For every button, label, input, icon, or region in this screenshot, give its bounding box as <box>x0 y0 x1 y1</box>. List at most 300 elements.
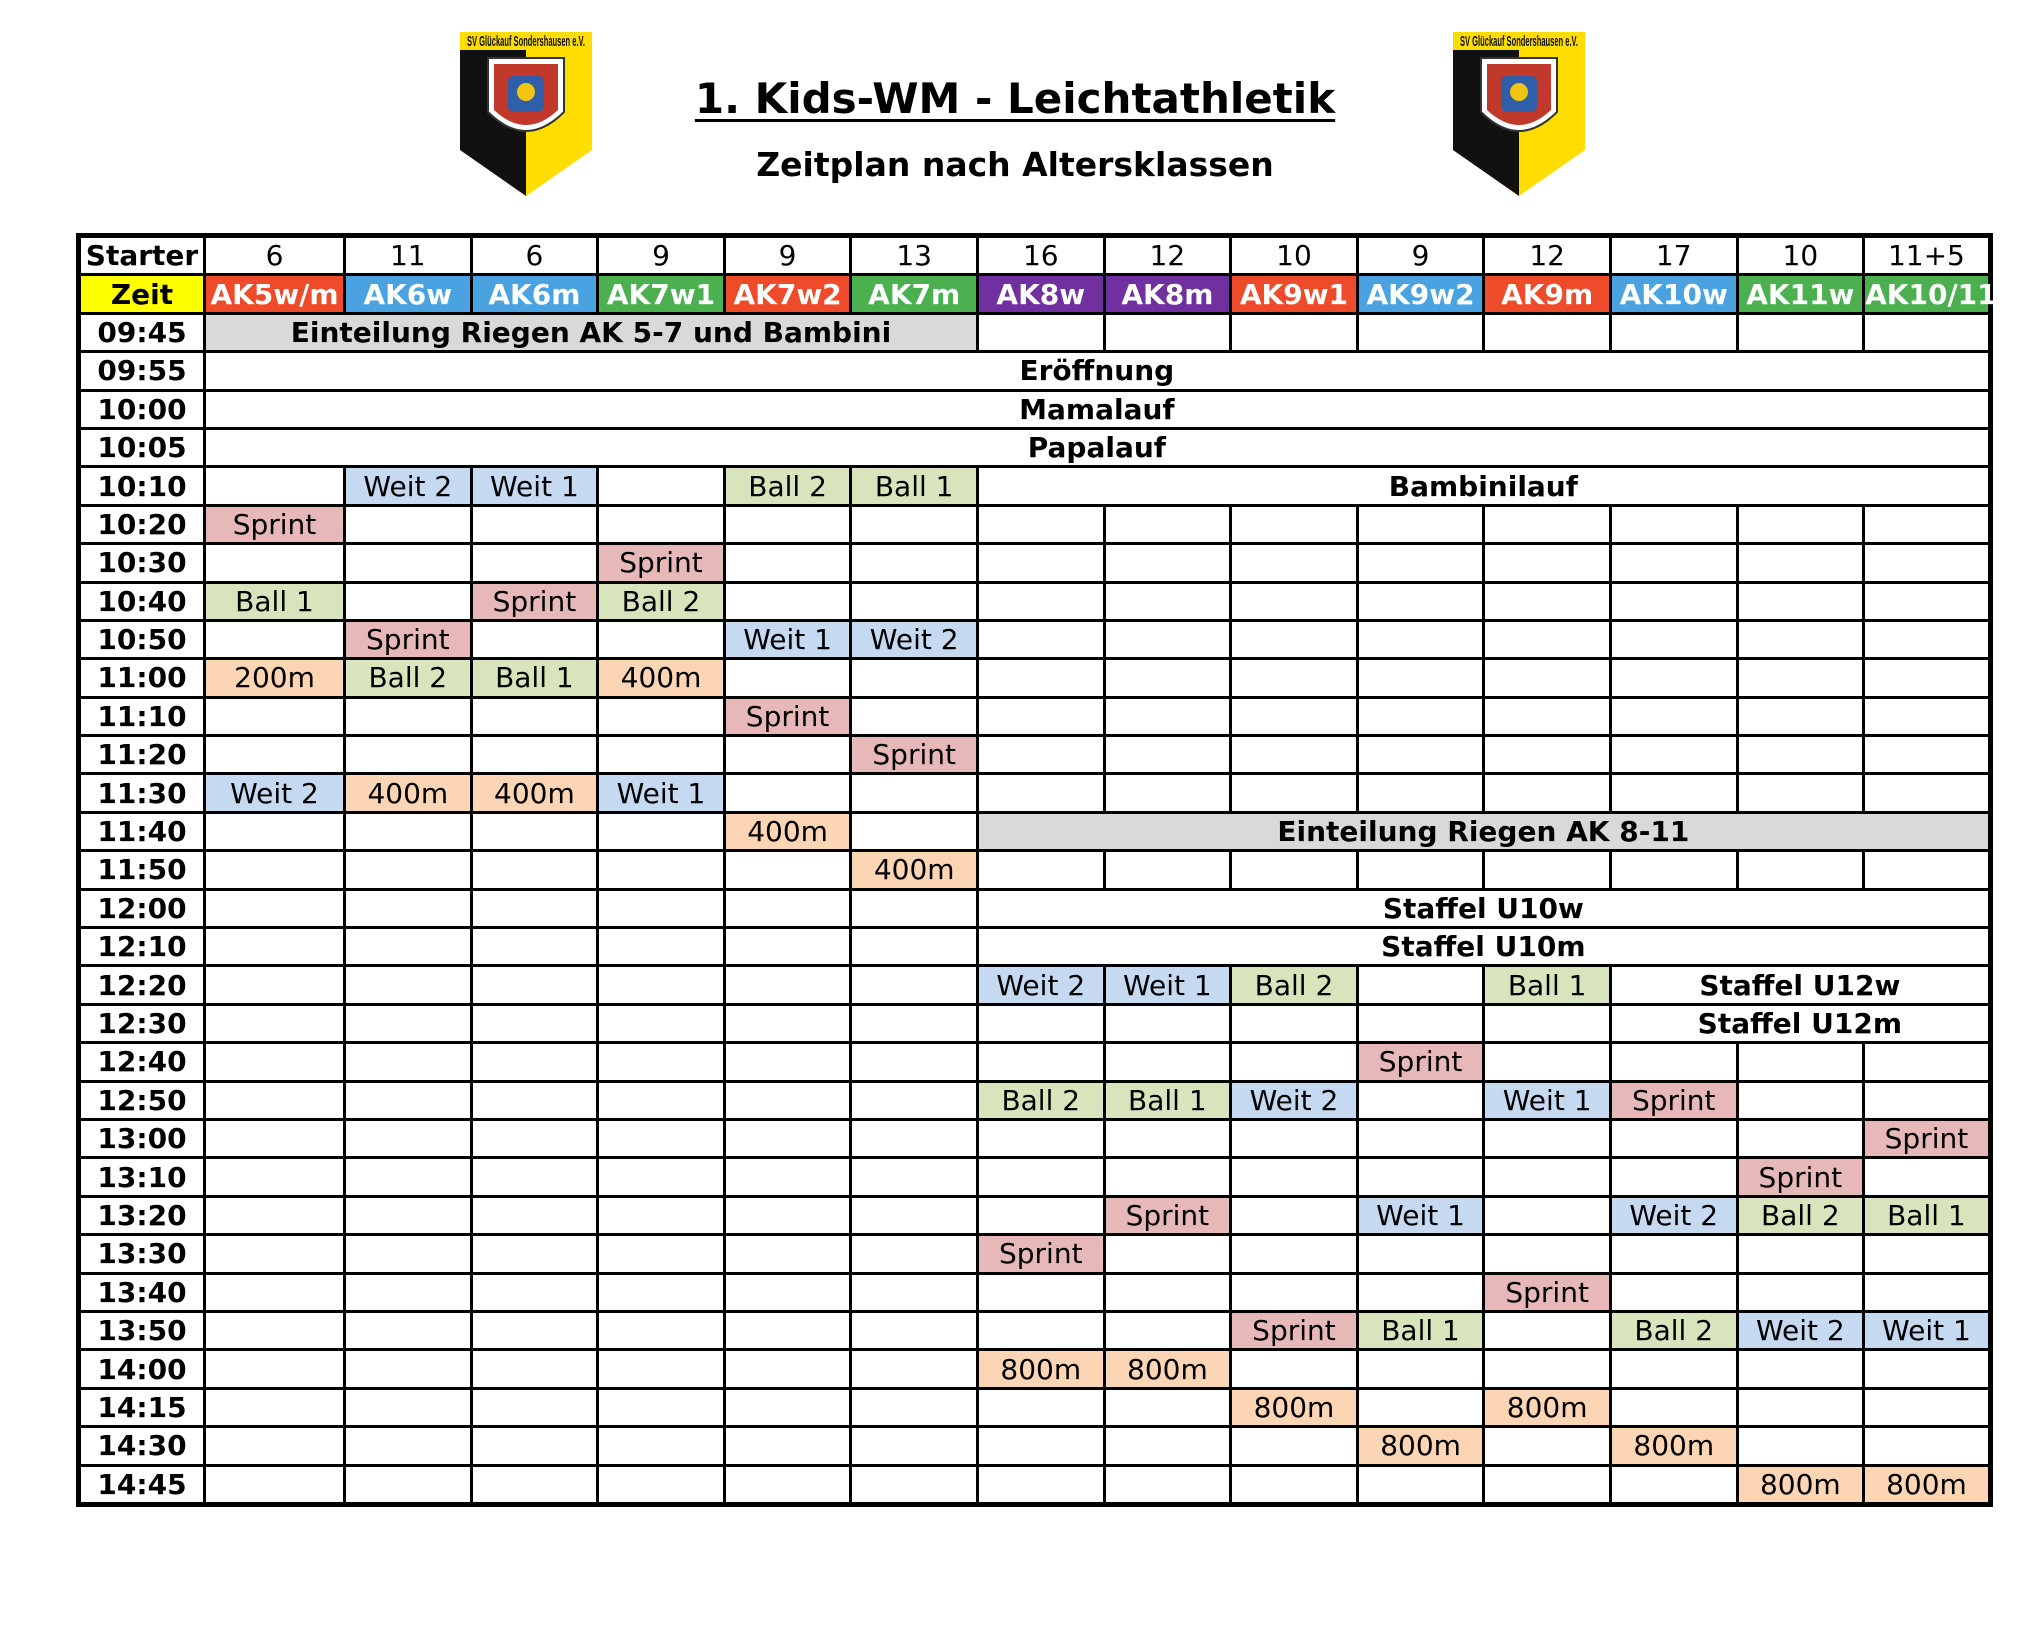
event-cell: Ball 2 <box>1610 1311 1737 1349</box>
empty-cell <box>1864 697 1991 735</box>
time-cell: 12:10 <box>79 928 205 966</box>
age-class: AK9w2 <box>1357 275 1484 313</box>
event-cell: Sprint <box>724 697 851 735</box>
starter-count: 12 <box>1104 236 1231 275</box>
starter-count: 6 <box>471 236 598 275</box>
empty-cell <box>977 620 1104 658</box>
empty-cell <box>724 1158 851 1196</box>
banner-cell: Papalauf <box>205 428 1991 466</box>
empty-cell <box>1864 1427 1991 1465</box>
empty-cell <box>1864 1235 1991 1273</box>
empty-cell <box>345 966 472 1004</box>
empty-cell <box>851 1350 978 1388</box>
event-cell: Weit 2 <box>851 620 978 658</box>
empty-cell <box>977 736 1104 774</box>
empty-cell <box>345 1043 472 1081</box>
empty-cell <box>724 1388 851 1426</box>
empty-cell <box>598 812 725 850</box>
event-cell: 800m <box>1864 1465 1991 1504</box>
age-class: AK10w <box>1610 275 1737 313</box>
empty-cell <box>205 467 345 505</box>
time-row <box>79 505 1991 543</box>
empty-cell <box>471 1388 598 1426</box>
empty-cell <box>345 697 472 735</box>
zeit-label: Zeit <box>79 275 205 313</box>
empty-cell <box>1231 313 1358 351</box>
time-cell: 10:40 <box>79 582 205 620</box>
empty-cell <box>1610 736 1737 774</box>
empty-cell <box>1737 544 1864 582</box>
empty-cell <box>345 1388 472 1426</box>
starter-count: 11 <box>345 236 472 275</box>
empty-cell <box>1104 544 1231 582</box>
event-cell: 800m <box>1610 1427 1737 1465</box>
empty-cell <box>345 1235 472 1273</box>
starter-count: 9 <box>598 236 725 275</box>
event-cell: Sprint <box>1484 1273 1611 1311</box>
time-cell: 10:05 <box>79 428 205 466</box>
time-row <box>79 1273 1991 1311</box>
empty-cell <box>345 1158 472 1196</box>
empty-cell <box>471 1158 598 1196</box>
banner-cell: Staffel U10w <box>977 889 1990 927</box>
empty-cell <box>1737 313 1864 351</box>
empty-cell <box>1104 851 1231 889</box>
event-cell: Weit 1 <box>724 620 851 658</box>
event-cell: 400m <box>345 774 472 812</box>
time-cell: 11:20 <box>79 736 205 774</box>
empty-cell <box>977 1273 1104 1311</box>
time-cell: 13:20 <box>79 1196 205 1234</box>
time-cell: 12:20 <box>79 966 205 1004</box>
empty-cell <box>1484 313 1611 351</box>
time-row <box>79 1119 1991 1157</box>
empty-cell <box>1357 1350 1484 1388</box>
empty-cell <box>1864 774 1991 812</box>
empty-cell <box>851 582 978 620</box>
event-cell: Sprint <box>1610 1081 1737 1119</box>
empty-cell <box>1610 774 1737 812</box>
empty-cell <box>1610 1043 1737 1081</box>
time-cell: 09:55 <box>79 352 205 390</box>
empty-cell <box>1484 1235 1611 1273</box>
empty-cell <box>1737 697 1864 735</box>
empty-cell <box>345 505 472 543</box>
time-row <box>79 928 1991 966</box>
empty-cell <box>1484 1004 1611 1042</box>
time-row <box>79 313 1991 351</box>
empty-cell <box>1610 505 1737 543</box>
age-class: AK10/11m <box>1864 275 1991 313</box>
empty-cell <box>1610 582 1737 620</box>
empty-cell <box>1484 851 1611 889</box>
empty-cell <box>345 1465 472 1504</box>
empty-cell <box>345 1196 472 1234</box>
empty-cell <box>1864 1158 1991 1196</box>
empty-cell <box>851 1311 978 1349</box>
empty-cell <box>1864 736 1991 774</box>
empty-cell <box>598 1427 725 1465</box>
empty-cell <box>1610 1273 1737 1311</box>
empty-cell <box>1737 1350 1864 1388</box>
empty-cell <box>1104 1311 1231 1349</box>
time-row <box>79 352 1991 390</box>
empty-cell <box>205 620 345 658</box>
empty-cell <box>205 544 345 582</box>
empty-cell <box>724 1004 851 1042</box>
empty-cell <box>1231 659 1358 697</box>
age-class: AK9w1 <box>1231 275 1358 313</box>
event-cell: Weit 1 <box>1357 1196 1484 1234</box>
empty-cell <box>1357 659 1484 697</box>
empty-cell <box>1357 1081 1484 1119</box>
time-cell: 13:10 <box>79 1158 205 1196</box>
empty-cell <box>1610 659 1737 697</box>
empty-cell <box>1864 1081 1991 1119</box>
empty-cell <box>851 505 978 543</box>
event-cell: Ball 1 <box>1104 1081 1231 1119</box>
empty-cell <box>724 1273 851 1311</box>
event-cell: Ball 1 <box>471 659 598 697</box>
empty-cell <box>1864 1043 1991 1081</box>
event-cell: Sprint <box>345 620 472 658</box>
time-cell: 13:50 <box>79 1311 205 1349</box>
empty-cell <box>1610 544 1737 582</box>
empty-cell <box>205 851 345 889</box>
empty-cell <box>1610 1235 1737 1273</box>
empty-cell <box>1231 851 1358 889</box>
banner-cell: Staffel U12w <box>1610 966 1990 1004</box>
banner-cell: Einteilung Riegen AK 5-7 und Bambini <box>205 313 978 351</box>
event-cell: Ball 2 <box>724 467 851 505</box>
empty-cell <box>598 1081 725 1119</box>
empty-cell <box>1737 1388 1864 1426</box>
empty-cell <box>1231 1004 1358 1042</box>
empty-cell <box>1104 659 1231 697</box>
empty-cell <box>1737 582 1864 620</box>
empty-cell <box>205 1311 345 1349</box>
empty-cell <box>1864 544 1991 582</box>
time-cell: 12:30 <box>79 1004 205 1042</box>
empty-cell <box>977 1119 1104 1157</box>
age-class: AK9m <box>1484 275 1611 313</box>
empty-cell <box>851 544 978 582</box>
empty-cell <box>471 620 598 658</box>
time-cell: 10:50 <box>79 620 205 658</box>
empty-cell <box>1357 851 1484 889</box>
empty-cell <box>345 1350 472 1388</box>
empty-cell <box>1610 851 1737 889</box>
empty-cell <box>1104 1158 1231 1196</box>
empty-cell <box>977 544 1104 582</box>
empty-cell <box>1231 1043 1358 1081</box>
empty-cell <box>471 1235 598 1273</box>
empty-cell <box>205 1081 345 1119</box>
empty-cell <box>1610 1465 1737 1504</box>
event-cell: Weit 1 <box>1864 1311 1991 1349</box>
empty-cell <box>977 659 1104 697</box>
empty-cell <box>345 1273 472 1311</box>
event-cell: Weit 2 <box>1610 1196 1737 1234</box>
starter-count: 12 <box>1484 236 1611 275</box>
page-subtitle: Zeitplan nach Altersklassen <box>756 145 1274 184</box>
event-cell: Ball 1 <box>851 467 978 505</box>
starter-row <box>79 236 1991 275</box>
time-cell: 10:10 <box>79 467 205 505</box>
empty-cell <box>724 1311 851 1349</box>
time-row <box>79 1350 1991 1388</box>
empty-cell <box>724 544 851 582</box>
time-row <box>79 812 1991 850</box>
age-class: AK6m <box>471 275 598 313</box>
empty-cell <box>598 1465 725 1504</box>
empty-cell <box>598 1311 725 1349</box>
empty-cell <box>1484 582 1611 620</box>
event-cell: Ball 2 <box>977 1081 1104 1119</box>
empty-cell <box>598 889 725 927</box>
empty-cell <box>1484 736 1611 774</box>
event-cell: Weit 1 <box>1484 1081 1611 1119</box>
banner-cell: Mamalauf <box>205 390 1991 428</box>
empty-cell <box>724 1235 851 1273</box>
empty-cell <box>724 1081 851 1119</box>
time-cell: 10:20 <box>79 505 205 543</box>
empty-cell <box>471 1196 598 1234</box>
empty-cell <box>1484 1119 1611 1157</box>
empty-cell <box>977 774 1104 812</box>
event-cell: Sprint <box>1104 1196 1231 1234</box>
time-row <box>79 467 1991 505</box>
empty-cell <box>724 505 851 543</box>
starter-count: 9 <box>724 236 851 275</box>
empty-cell <box>1610 313 1737 351</box>
event-cell: 400m <box>471 774 598 812</box>
empty-cell <box>471 544 598 582</box>
banner-cell: Staffel U10m <box>977 928 1990 966</box>
empty-cell <box>205 697 345 735</box>
empty-cell <box>977 1465 1104 1504</box>
event-cell: Sprint <box>977 1235 1104 1273</box>
empty-cell <box>851 1081 978 1119</box>
event-cell: Ball 2 <box>345 659 472 697</box>
empty-cell <box>598 1004 725 1042</box>
empty-cell <box>1484 774 1611 812</box>
empty-cell <box>598 1235 725 1273</box>
event-cell: 800m <box>1357 1427 1484 1465</box>
event-cell: Sprint <box>1231 1311 1358 1349</box>
empty-cell <box>1484 1043 1611 1081</box>
empty-cell <box>851 1196 978 1234</box>
banner-cell: Bambinilauf <box>977 467 1990 505</box>
banner-cell: Eröffnung <box>205 352 1991 390</box>
starter-count: 16 <box>977 236 1104 275</box>
empty-cell <box>471 1043 598 1081</box>
empty-cell <box>345 1119 472 1157</box>
logo-text: SV Glückauf Sondershausen e.V. <box>1460 33 1578 50</box>
empty-cell <box>205 1004 345 1042</box>
empty-cell <box>1484 1427 1611 1465</box>
time-cell: 14:15 <box>79 1388 205 1426</box>
schedule-table <box>76 233 2026 1507</box>
empty-cell <box>1737 736 1864 774</box>
empty-cell <box>1357 620 1484 658</box>
time-row <box>79 1311 1991 1349</box>
empty-cell <box>724 851 851 889</box>
empty-cell <box>724 928 851 966</box>
empty-cell <box>1231 1427 1358 1465</box>
time-cell: 12:40 <box>79 1043 205 1081</box>
empty-cell <box>851 966 978 1004</box>
empty-cell <box>471 966 598 1004</box>
empty-cell <box>851 1004 978 1042</box>
empty-cell <box>205 1427 345 1465</box>
empty-cell <box>471 1465 598 1504</box>
empty-cell <box>1864 582 1991 620</box>
event-cell: 400m <box>598 659 725 697</box>
empty-cell <box>1231 1158 1358 1196</box>
empty-cell <box>851 1465 978 1504</box>
empty-cell <box>205 1043 345 1081</box>
time-cell: 12:00 <box>79 889 205 927</box>
empty-cell <box>1610 1350 1737 1388</box>
empty-cell <box>1864 620 1991 658</box>
event-cell: Ball 1 <box>1864 1196 1991 1234</box>
empty-cell <box>977 697 1104 735</box>
empty-cell <box>1357 544 1484 582</box>
empty-cell <box>1231 582 1358 620</box>
time-row <box>79 582 1991 620</box>
age-class: AK7w1 <box>598 275 725 313</box>
empty-cell <box>1104 1388 1231 1426</box>
empty-cell <box>1357 966 1484 1004</box>
time-row <box>79 966 1991 1004</box>
starter-count: 13 <box>851 236 978 275</box>
time-row <box>79 428 1991 466</box>
empty-cell <box>1357 697 1484 735</box>
empty-cell <box>1484 1158 1611 1196</box>
event-cell: 800m <box>1484 1388 1611 1426</box>
empty-cell <box>724 1119 851 1157</box>
empty-cell <box>471 928 598 966</box>
empty-cell <box>1864 659 1991 697</box>
time-cell: 13:00 <box>79 1119 205 1157</box>
empty-cell <box>345 1311 472 1349</box>
empty-cell <box>471 889 598 927</box>
time-cell: 11:40 <box>79 812 205 850</box>
empty-cell <box>1231 1273 1358 1311</box>
empty-cell <box>1357 1465 1484 1504</box>
empty-cell <box>598 1043 725 1081</box>
empty-cell <box>977 1004 1104 1042</box>
starter-count: 17 <box>1610 236 1737 275</box>
time-cell: 12:50 <box>79 1081 205 1119</box>
empty-cell <box>1104 620 1231 658</box>
empty-cell <box>598 467 725 505</box>
empty-cell <box>471 1311 598 1349</box>
age-class: AK7w2 <box>724 275 851 313</box>
empty-cell <box>598 505 725 543</box>
empty-cell <box>471 812 598 850</box>
empty-cell <box>205 1273 345 1311</box>
empty-cell <box>1737 1273 1864 1311</box>
empty-cell <box>1864 1350 1991 1388</box>
empty-cell <box>1104 1119 1231 1157</box>
empty-cell <box>724 1427 851 1465</box>
event-cell: Sprint <box>205 505 345 543</box>
empty-cell <box>345 1427 472 1465</box>
empty-cell <box>1104 1273 1231 1311</box>
empty-cell <box>851 1119 978 1157</box>
empty-cell <box>977 1388 1104 1426</box>
time-cell: 13:40 <box>79 1273 205 1311</box>
empty-cell <box>851 1235 978 1273</box>
empty-cell <box>471 1004 598 1042</box>
empty-cell <box>1484 1311 1611 1349</box>
title-block <box>0 74 2030 184</box>
time-cell: 10:30 <box>79 544 205 582</box>
event-cell: 400m <box>851 851 978 889</box>
empty-cell <box>977 1158 1104 1196</box>
time-row <box>79 1465 1991 1504</box>
empty-cell <box>851 1158 978 1196</box>
empty-cell <box>977 313 1104 351</box>
event-cell: Ball 2 <box>598 582 725 620</box>
logo-text: SV Glückauf Sondershausen e.V. <box>467 33 585 50</box>
empty-cell <box>205 812 345 850</box>
empty-cell <box>724 736 851 774</box>
empty-cell <box>851 774 978 812</box>
empty-cell <box>205 1350 345 1388</box>
empty-cell <box>1104 313 1231 351</box>
empty-cell <box>724 889 851 927</box>
empty-cell <box>1484 1350 1611 1388</box>
time-row <box>79 1427 1991 1465</box>
empty-cell <box>471 1350 598 1388</box>
empty-cell <box>1610 1119 1737 1157</box>
empty-cell <box>598 620 725 658</box>
time-row <box>79 1004 1991 1042</box>
empty-cell <box>471 505 598 543</box>
time-row <box>79 736 1991 774</box>
empty-cell <box>1737 1235 1864 1273</box>
empty-cell <box>724 1350 851 1388</box>
empty-cell <box>1864 313 1991 351</box>
empty-cell <box>724 1043 851 1081</box>
starter-count: 10 <box>1231 236 1358 275</box>
empty-cell <box>724 582 851 620</box>
time-cell: 14:45 <box>79 1465 205 1504</box>
event-cell: Ball 1 <box>1484 966 1611 1004</box>
empty-cell <box>1231 544 1358 582</box>
empty-cell <box>345 544 472 582</box>
event-cell: Sprint <box>1864 1119 1991 1157</box>
empty-cell <box>1357 774 1484 812</box>
banner-cell: Einteilung Riegen AK 8-11 <box>977 812 1990 850</box>
empty-cell <box>1610 620 1737 658</box>
empty-cell <box>1104 1465 1231 1504</box>
empty-cell <box>1864 505 1991 543</box>
empty-cell <box>471 851 598 889</box>
starter-count: 10 <box>1737 236 1864 275</box>
event-cell: Sprint <box>1357 1043 1484 1081</box>
event-cell: Weit 1 <box>598 774 725 812</box>
empty-cell <box>1737 659 1864 697</box>
page-title: 1. Kids-WM - Leichtathletik <box>694 74 1336 123</box>
empty-cell <box>1737 1043 1864 1081</box>
event-cell: Sprint <box>851 736 978 774</box>
empty-cell <box>1864 1388 1991 1426</box>
empty-cell <box>205 889 345 927</box>
